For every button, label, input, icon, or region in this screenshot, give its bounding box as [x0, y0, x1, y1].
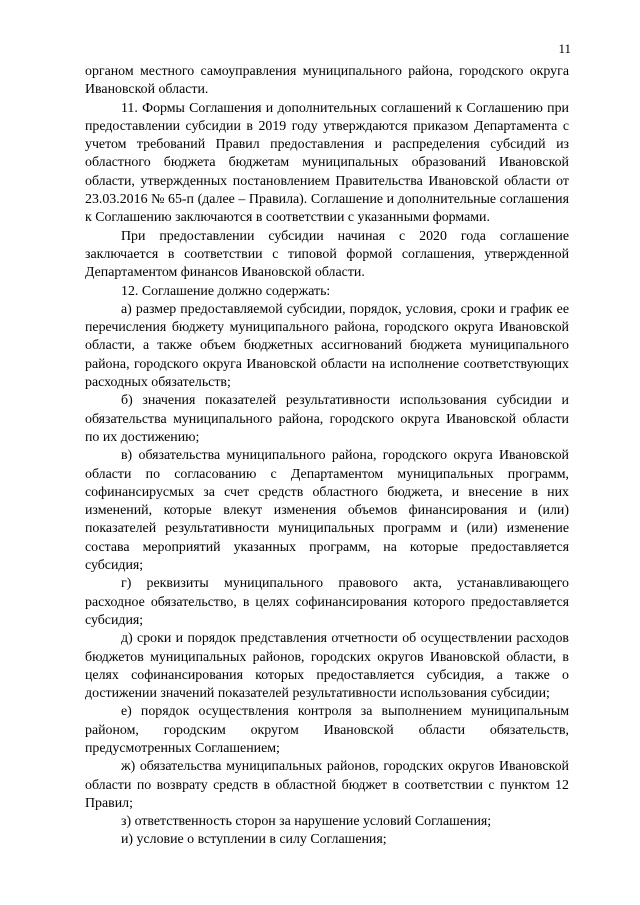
paragraph-2020-agreement: При предоставлении субсидии начиная с 2020 года соглашение заключается в соответствии с типовой формой соглашения, утвержденной Департаментом финансов Ивановской области. — [85, 228, 569, 281]
subitem-i: и) условие о вступлении в силу Соглашения; — [121, 832, 387, 848]
subitem-a: а) размер предоставляемой субсидии, порядок, условия, сроки и график ее перечисления бюджету муниципального района, городского округа Ивановской области, а также объем бюджетных ассигнований бюджета муниципального района, городского округа Ивановской области на исполнение соответствующих расходных обязательств; — [85, 301, 569, 391]
subitem-e: е) порядок осуществления контроля за выполнением муниципальным районом, городским округом Ивановской области обязательств, предусмотренных Соглашением; — [85, 704, 569, 756]
paragraph-continuation: органом местного самоуправления муниципального района, городского округа Ивановской области. — [85, 64, 569, 98]
subitem-zh: ж) обязательства муниципальных районов, городских округов Ивановской области по возврату средств в областной бюджет в соответствии с пунктом 12 Правил; — [85, 759, 569, 811]
subitem-g: г) реквизиты муниципального правового акта, устанавливающего расходное обязательство, в целях софинансирования которого предоставляется субсидия; — [85, 576, 569, 628]
page-number: 11 — [558, 41, 571, 56]
subitem-b: б) значения показателей результативности использования субсидии и обязательства муниципального района, городского округа Ивановской области по их достижению; — [85, 393, 569, 445]
document-body — [85, 63, 569, 850]
subitem-z: з) ответственность сторон за нарушение условий Соглашения; — [121, 814, 492, 830]
subitem-d: д) сроки и порядок представления отчетности об осуществлении расходов бюджетов муниципальных районов, городских округов Ивановской области, в целях софинансирования которых предоставляется субсидия, а также о достижении значений показателей результативности использования субсидии; — [85, 631, 569, 702]
paragraph-item-12: 12. Соглашение должно содержать: — [121, 283, 331, 299]
paragraph-item-11: 11. Формы Соглашения и дополнительных соглашений к Соглашению при предоставлении субсидии в 2019 году утверждаются приказом Департамента с учетом требований Правил предоставления и распределения субсидий из областного бюджета бюджетам муниципальных образований Ивановской области, утвержденных постановлением Правительства Ивановской области от 23.03.2016 № 65-п (далее – Правила). Соглашение и дополнительные соглашения к Соглашению заключаются в соответствии с указанными формами. — [85, 100, 569, 226]
subitem-v: в) обязательства муниципального района, городского округа Ивановской области по согласованию с Департаментом муниципальных программ, софинансирусмых за счет средств областного бюджета, и внесение в них изменений, которые влекут изменения объемов финансирования и (или) показателей результативности муниципальных программ и (или) изменение состава мероприятий указанных программ, на которые предоставляется субсидия; — [85, 448, 569, 574]
